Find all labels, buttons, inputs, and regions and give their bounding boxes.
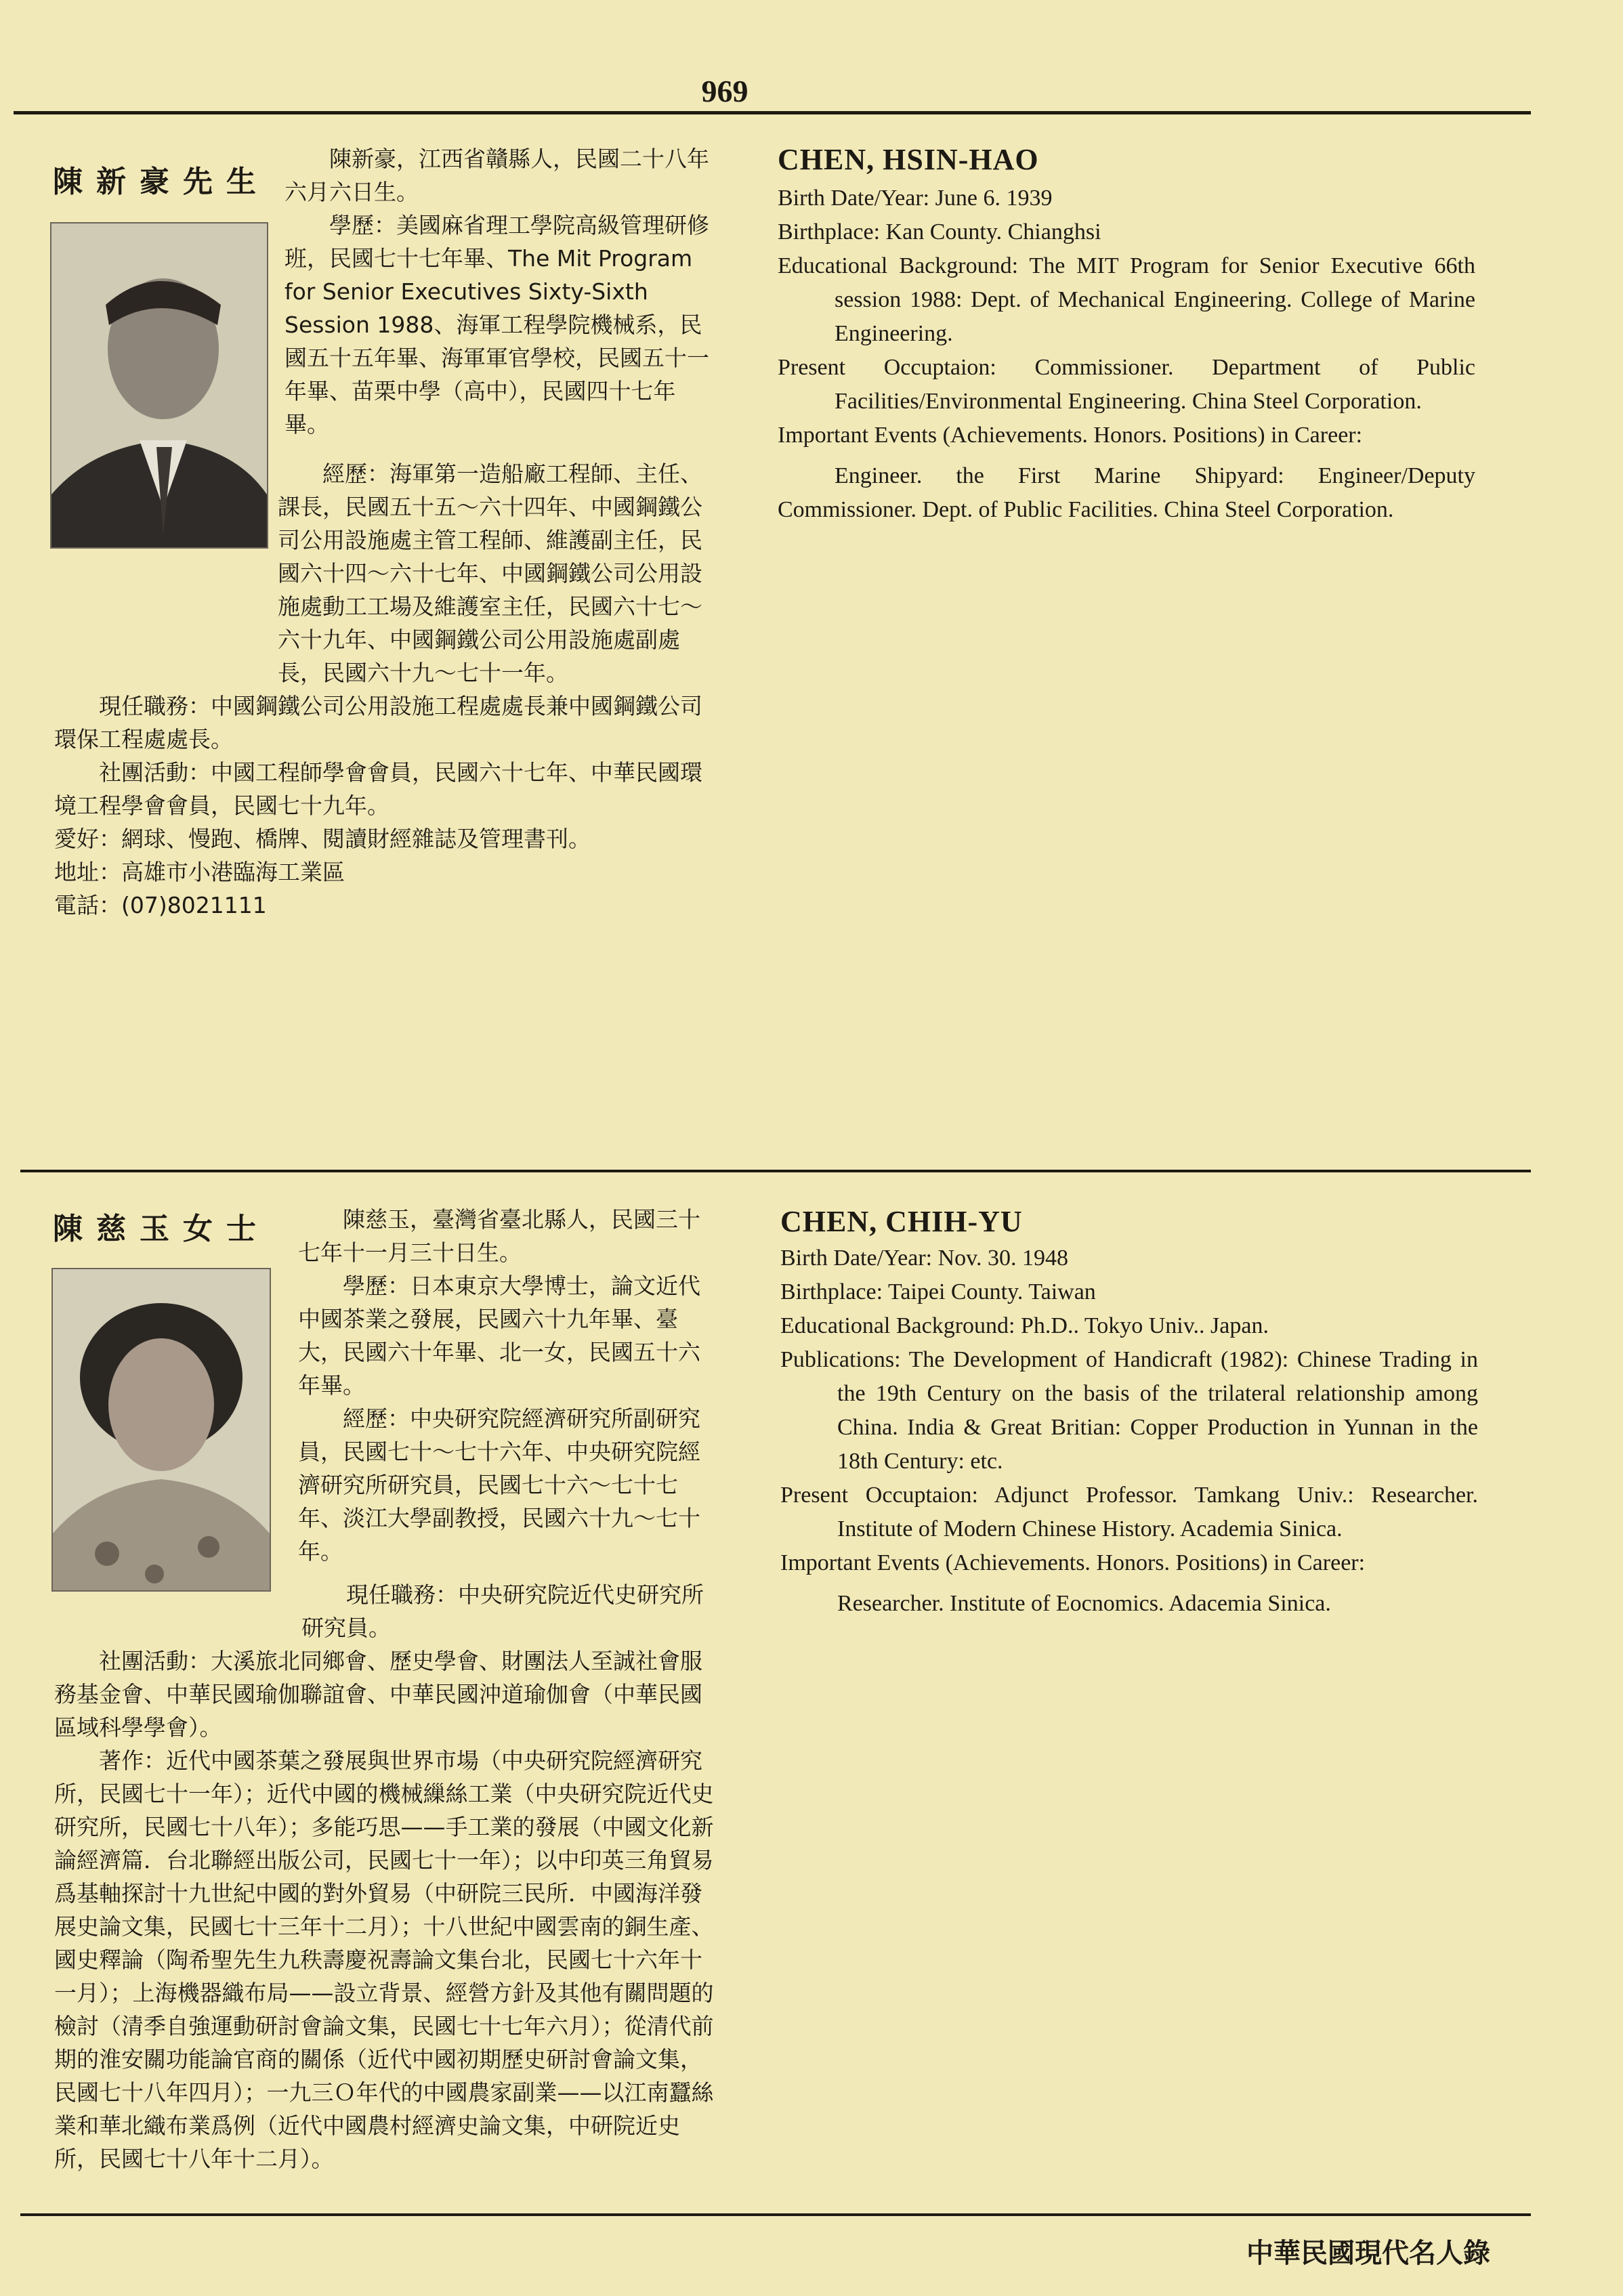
en-birth: Birth Date/Year: June 6. 1939 [778,186,1053,211]
cn-name: 陳新豪先生 [53,165,270,199]
en-events-label: Important Events (Achievements. Honors. Positions) in Career: [780,1550,1366,1575]
en-birthplace: Birthplace: Kan County. Chianghsi [778,219,1101,245]
en-events-label: Important Events (Achievements. Honors. Positions) in Career: [778,423,1363,448]
en-education: Educational Background: Ph.D.. Tokyo Univ.. Japan. [780,1313,1269,1338]
cn-current: 現任職務：中國鋼鐵公司公用設施工程處處長兼中國鋼鐵公司環保工程處處長。 [54,693,702,752]
page-number: 969 [701,74,749,108]
en-birth: Birth Date/Year: Nov. 30. 1948 [780,1246,1068,1271]
cn-bio-bottom [54,1578,718,2175]
cn-education: 學歷：美國麻省理工學院高級管理研修班，民國七十七年畢、The Mit Program for Senior Executives Sixty-Sixth Session 1988、海軍工程學院機械系，民國五十五年畢、海軍軍官學校，民國五十一年畢、苗栗中學（高中），民國四十七年畢。 [284,212,709,438]
en-education: Educational Background: The MIT Program for Senior Executive 66th session 1988: Dept. of Mechanical Engineering. College of Marine Engineering. [778,253,1475,346]
en-name: CHEN, CHIH-YU [780,1205,1023,1238]
cn-hobby: 愛好：網球、慢跑、橋牌、閱讀財經雜誌及管理書刊。 [54,826,591,852]
cn-name: 陳慈玉女士 [53,1212,270,1246]
cn-bio-bottom [54,457,718,922]
en-bio [780,1241,1478,1621]
en-bio [778,182,1475,527]
cn-works: 著作：近代中國茶葉之發展與世界市場（中央研究院經濟研究所，民國七十一年）；近代中國的機械繅絲工業（中央研究院近代史研究所，民國七十八年）；多能巧思——手工業的發展（中國文化新論經濟篇．台北聯經出版公司，民國七十一年）；以中印英三角貿易爲基軸探討十九世紀中國的對外貿易（中研院三民所．中國海洋發展史論文集，民國七十三年十二月）；十八世紀中國雲南的銅生產、國史釋論（陶希聖先生九秩壽慶祝壽論文集台北，民國七十六年十一月）；上海機器織布局——設立背景、經營方針及其他有關問題的檢討（清季自強運動研討會論文集，民國七十七年六月）；從清代前期的淮安關功能論官商的關係（近代中國初期歷史研討會論文集，民國七十八年四月）；一九三Ｏ年代的中國農家副業——以江南蠶絲業和華北織布業爲例（近代中國農村經濟史論文集，中研院近史所，民國七十八年十二月）。 [54,1747,714,2172]
portrait-photo [51,1268,271,1592]
entry-divider [20,1170,1531,1172]
cn-experience: 經歷：海軍第一造船廠工程師、主任、課長，民國五十五～六十四年、中國鋼鐵公司公用設施處主管工程師、維護副主任，民國六十四～六十七年、中國鋼鐵公司公用設施處動工工場及維護室主任，民國六十七～六十九年、中國鋼鐵公司公用設施處副處長，民國六十九～七十一年。 [278,461,702,686]
cn-bio-top [284,142,718,441]
bottom-rule [20,2213,1531,2216]
cn-intro: 陳慈玉，臺灣省臺北縣人，民國三十七年十一月三十日生。 [298,1206,700,1266]
top-rule [14,111,1531,114]
cn-current: 現任職務：中央研究院近代史研究所研究員。 [301,1581,704,1641]
cn-bio-top [298,1203,718,1568]
cn-social: 社團活動：中國工程師學會會員，民國六十七年、中華民國環境工程學會會員，民國七十九年。 [54,759,702,819]
en-events: Engineer. the First Marine Shipyard: Engineer/Deputy Commissioner. Dept. of Public Facilities. China Steel Corporation. [778,463,1475,522]
en-publications: Publications: The Development of Handicraft (1982): Chinese Trading in the 19th Century on the basis of the trilateral relationship among China. India & Great Britian: Copper Production in Yunnan in the 18th Century: etc. [780,1347,1478,1474]
cn-education: 學歷：日本東京大學博士，論文近代中國茶業之發展，民國六十九年畢、臺大，民國六十年畢、北一女，民國五十六年畢。 [298,1273,700,1399]
footer-title: 中華民國現代名人錄 [1246,2238,1490,2269]
en-events: Researcher. Institute of Eocnomics. Adacemia Sinica. [837,1591,1331,1616]
en-birthplace: Birthplace: Taipei County. Taiwan [780,1279,1096,1304]
cn-experience: 經歷：中央研究院經濟研究所副研究員，民國七十～七十六年、中央研究院經濟研究所研究員，民國七十六～七十七年、淡江大學副教授，民國六十九～七十年。 [298,1405,700,1565]
cn-address: 地址：高雄市小港臨海工業區 [54,859,345,885]
cn-social: 社團活動：大溪旅北同鄉會、歷史學會、財團法人至誠社會服務基金會、中華民國瑜伽聯誼會、中華民國沖道瑜伽會（中華民國區域科學學會）。 [54,1648,702,1741]
cn-phone: 電話：(07)8021111 [54,892,267,918]
en-occupation: Present Occuptaion: Commissioner. Department of Public Facilities/Environmental Engineering. China Steel Corporation. [778,355,1475,414]
en-occupation: Present Occuptaion: Adjunct Professor. Tamkang Univ.: Researcher. Institute of Modern Chinese History. Academia Sinica. [780,1483,1478,1542]
cn-intro: 陳新豪，江西省贛縣人，民國二十八年六月六日生。 [284,146,709,205]
en-name: CHEN, HSIN-HAO [778,143,1039,176]
